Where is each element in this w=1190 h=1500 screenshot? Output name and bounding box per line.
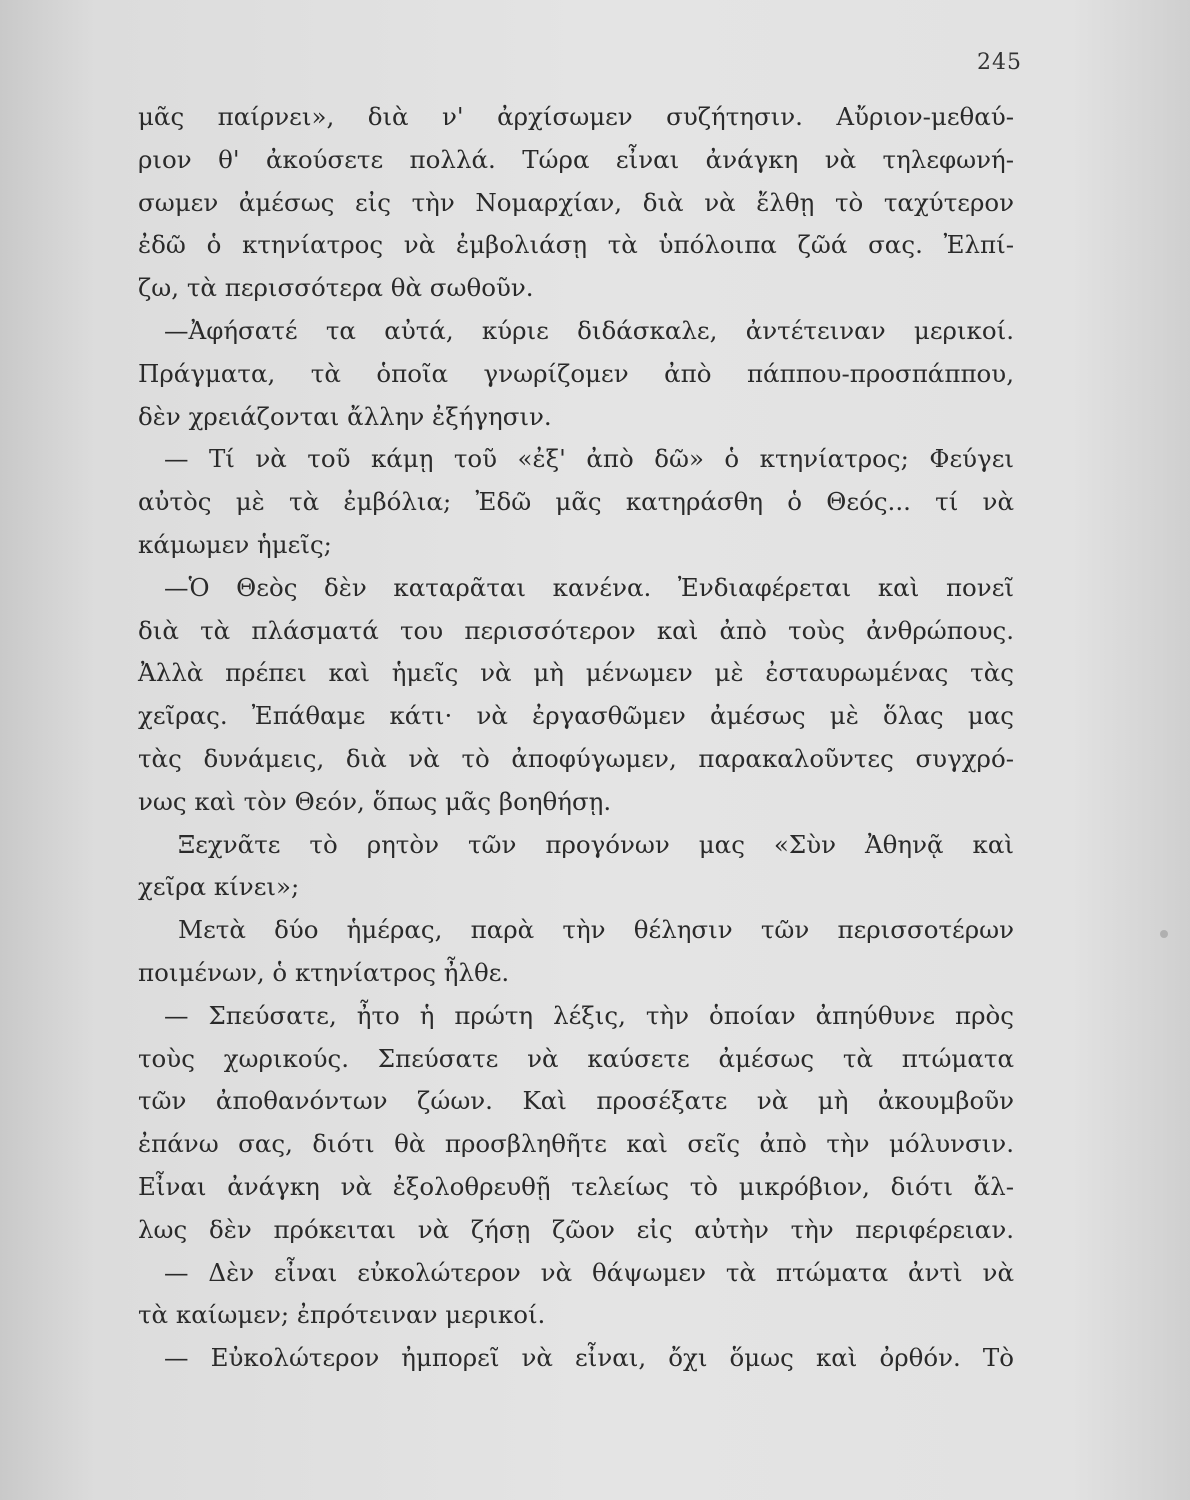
text-line: χεῖρας. Ἐπάθαμε κάτι· νὰ ἐργασθῶμεν ἀμέσως μὲ ὅλας μας [138,701,1014,731]
text-line: ζω, τὰ περισσότερα θὰ σωθοῦν. [138,273,534,303]
text-line: αὐτὸς μὲ τὰ ἐμβόλια; Ἐδῶ μᾶς κατηράσθη ὁ Θεός... τί νὰ [138,487,1014,517]
text-line: Ξεχνᾶτε τὸ ρητὸν τῶν προγόνων μας «Σὺν Ἀθηνᾷ καὶ [178,829,1014,859]
text-line: κάμωμεν ἡμεῖς; [138,529,332,559]
text-line: — Σπεύσατε, ἦτο ἡ πρώτη λέξις, τὴν ὁποίαν ἀπηύθυνε πρὸς [164,1000,1014,1030]
text-line: τῶν ἀποθανόντων ζώων. Καὶ προσέξατε νὰ μὴ ἀκουμβοῦν [138,1086,1014,1116]
text-line: χεῖρα κίνει»; [138,872,300,902]
text-line: — Εὐκολώτερον ἠμπορεῖ νὰ εἶναι, ὄχι ὅμως καὶ ὀρθόν. Τὸ [164,1343,1014,1373]
text-line: Εἶναι ἀνάγκη νὰ ἐξολοθρευθῇ τελείως τὸ μικρόβιον, διότι ἄλ- [138,1171,1014,1201]
text-line: ἐπάνω σας, διότι θὰ προσβληθῆτε καὶ σεῖς ἀπὸ τὴν μόλυνσιν. [138,1129,1014,1159]
text-line: τὰς δυνάμεις, διὰ νὰ τὸ ἀποφύγωμεν, παρακαλοῦντες συγχρό- [138,743,1014,773]
text-line: ριον θ' ἀκούσετε πολλά. Τώρα εἶναι ἀνάγκη νὰ τηλεφωνή- [138,144,1014,174]
text-line: — Δὲν εἶναι εὐκολώτερον νὰ θάψωμεν τὰ πτώματα ἀντὶ νὰ [164,1257,1014,1287]
text-line: λως δὲν πρόκειται νὰ ζήσῃ ζῶον εἰς αὐτὴν τὴν περιφέρειαν. [138,1214,1014,1244]
paper-stain [1160,930,1168,938]
text-line: διὰ τὰ πλάσματά του περισσότερον καὶ ἀπὸ τοὺς ἀνθρώπους. [138,615,1014,645]
text-line: τὰ καίωμεν; ἐπρότειναν μερικοί. [138,1300,546,1330]
text-line: —Ὁ Θεὸς δὲν καταρᾶται κανένα. Ἐνδιαφέρεται καὶ πονεῖ [164,572,1014,602]
text-line: Μετὰ δύο ἡμέρας, παρὰ τὴν θέλησιν τῶν περισσοτέρων [178,915,1014,945]
text-line: δὲν χρειάζονται ἄλλην ἐξήγησιν. [138,401,552,431]
text-line: νως καὶ τὸν Θεόν, ὅπως μᾶς βοηθήσῃ. [138,786,612,816]
text-line: — Τί νὰ τοῦ κάμῃ τοῦ «ἐξ' ἀπὸ δῶ» ὁ κτηνίατρος; Φεύγει [164,444,1014,474]
text-line: Πράγματα, τὰ ὁποῖα γνωρίζομεν ἀπὸ πάππου-προσπάππου, [138,358,1014,388]
text-line: —Ἀφήσατέ τα αὐτά, κύριε διδάσκαλε, ἀντέτειναν μερικοί. [164,315,1014,345]
text-line: τοὺς χωρικούς. Σπεύσατε νὰ καύσετε ἀμέσως τὰ πτώματα [138,1043,1014,1073]
page-number: 245 [977,50,1022,75]
text-line: σωμεν ἀμέσως εἰς τὴν Νομαρχίαν, διὰ νὰ ἔλθῃ τὸ ταχύτερον [138,187,1014,217]
text-line: ἐδῶ ὁ κτηνίατρος νὰ ἐμβολιάσῃ τὰ ὑπόλοιπα ζῶά σας. Ἐλπί- [138,230,1014,260]
body-text [138,96,1014,1380]
text-line: Ἀλλὰ πρέπει καὶ ἡμεῖς νὰ μὴ μένωμεν μὲ ἐσταυρωμένας τὰς [138,658,1014,688]
text-line: ποιμένων, ὁ κτηνίατρος ἦλθε. [138,957,510,987]
text-line: μᾶς παίρνει», διὰ ν' ἀρχίσωμεν συζήτησιν. Αὔριον-μεθαύ- [138,102,1014,131]
